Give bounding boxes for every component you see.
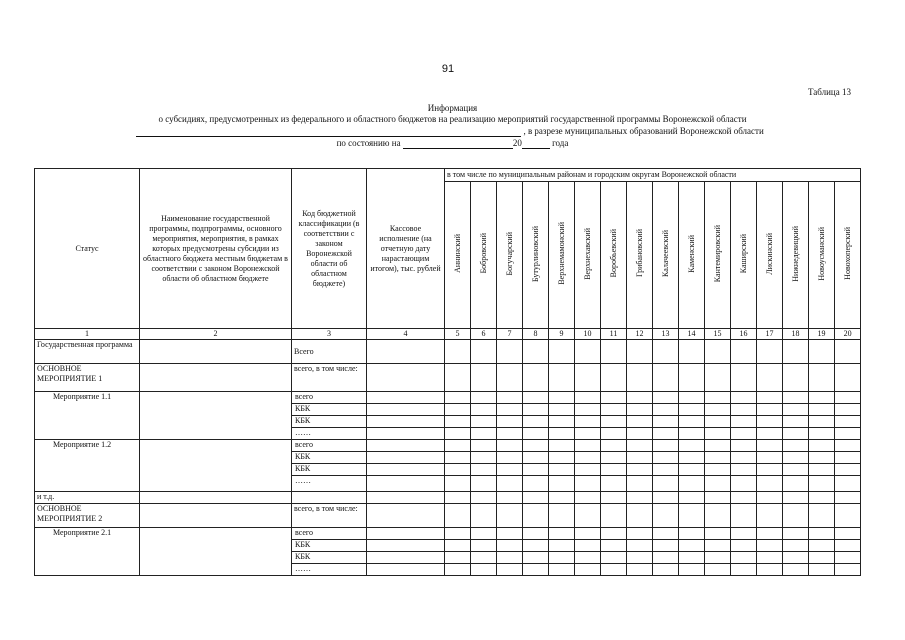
- row-kbk: всего, в том числе:: [292, 504, 367, 528]
- row-name: [140, 340, 292, 364]
- district-name: Верхнемамонский: [556, 222, 566, 285]
- row-kbk: всего: [292, 440, 367, 452]
- header-program-line: [120, 126, 780, 137]
- row-kbk: КБК: [292, 452, 367, 464]
- date-year-prefix: 20: [512, 138, 522, 148]
- col-group-header: в том числе по муниципальным районам и городским округам Воронежской области: [445, 169, 861, 182]
- row-status: Государственная программа: [35, 340, 140, 364]
- row-kbk: КБК: [292, 416, 367, 428]
- row-status: Мероприятие 2.1: [35, 528, 140, 576]
- col-name-header: Наименование государственной программы, подпрограммы, основного мероприятия, мероприятия, в рамках которых предусмотрены субсидии из областного бюджета местным бюджетам в соответствии с законом Воронежской области об областном бюджете: [140, 169, 292, 329]
- program-name-blank: [136, 127, 521, 137]
- year-blank: [522, 139, 550, 149]
- row-kbk: ……: [292, 476, 367, 492]
- col-number: 11: [601, 329, 627, 340]
- col-number: 9: [549, 329, 575, 340]
- row-status: Мероприятие 1.2: [35, 440, 140, 492]
- district-header: [679, 182, 705, 329]
- header-date-line: [0, 138, 905, 149]
- row-kbk: всего: [292, 528, 367, 540]
- district-name: Новоусманский: [816, 226, 826, 281]
- district-header: [757, 182, 783, 329]
- col-number: 10: [575, 329, 601, 340]
- col-number: 8: [523, 329, 549, 340]
- row-kbk: КБК: [292, 552, 367, 564]
- col-number: 2: [140, 329, 292, 340]
- table-row: [35, 340, 861, 364]
- row-name: [140, 528, 292, 576]
- district-name: Аннинский: [452, 234, 462, 273]
- col-number: 7: [497, 329, 523, 340]
- page-number: 91: [441, 63, 455, 75]
- district-header: [445, 182, 471, 329]
- row-status: Мероприятие 1.1: [35, 392, 140, 440]
- col-status-header: Статус: [35, 169, 140, 329]
- table-row: [35, 492, 861, 504]
- row-name: [140, 392, 292, 440]
- district-name: Верхнехавский: [582, 227, 592, 280]
- date-suffix: года: [552, 138, 569, 148]
- row-kbk: ……: [292, 564, 367, 576]
- date-prefix: по состоянию на: [336, 138, 401, 148]
- row-kbk: всего, в том числе:: [292, 364, 367, 392]
- district-header: [523, 182, 549, 329]
- col-number: 1: [35, 329, 140, 340]
- col-number: 20: [835, 329, 861, 340]
- district-name: Бутурлиновский: [530, 225, 540, 282]
- district-name: Воробьевский: [608, 229, 618, 278]
- district-header: [731, 182, 757, 329]
- col-number: 15: [705, 329, 731, 340]
- row-kbk: КБК: [292, 540, 367, 552]
- table-row: [35, 364, 861, 392]
- col-number: 5: [445, 329, 471, 340]
- column-number-row: [35, 329, 861, 340]
- district-header: [783, 182, 809, 329]
- header-title: Информация: [427, 103, 478, 113]
- district-name: Нижнедевицкий: [790, 225, 800, 282]
- district-name: Калачеевский: [660, 230, 670, 277]
- district-name: Грибановский: [634, 229, 644, 278]
- row-kbk: ……: [292, 428, 367, 440]
- district-header: [471, 182, 497, 329]
- district-header: [601, 182, 627, 329]
- district-header: [653, 182, 679, 329]
- col-number: 17: [757, 329, 783, 340]
- col-number: 18: [783, 329, 809, 340]
- row-kbk: КБК: [292, 404, 367, 416]
- district-header: [627, 182, 653, 329]
- table-row: [35, 504, 861, 528]
- header-subtitle: о субсидиях, предусмотренных из федерального и областного бюджетов на реализацию мероприятий государственной программы Воронежской области: [158, 114, 747, 124]
- row-name: [140, 504, 292, 528]
- col-number: 6: [471, 329, 497, 340]
- district-name: Лискинский: [764, 232, 774, 275]
- col-number: 19: [809, 329, 835, 340]
- row-kbk: КБК: [292, 464, 367, 476]
- district-name: Бобровский: [478, 233, 488, 274]
- row-kbk: Всего: [292, 340, 367, 364]
- date-blank: [403, 139, 513, 149]
- district-header: [809, 182, 835, 329]
- col-number: 4: [367, 329, 445, 340]
- col-number: 3: [292, 329, 367, 340]
- header-program-suffix: , в разрезе муниципальных образований Воронежской области: [523, 126, 764, 136]
- district-name: Каменский: [686, 234, 696, 273]
- row-kbk: всего: [292, 392, 367, 404]
- district-name: Кантемировский: [712, 224, 722, 283]
- table-label: Таблица 13: [808, 87, 851, 97]
- district-header: [835, 182, 861, 329]
- district-header: [549, 182, 575, 329]
- district-name: Новохоперский: [842, 227, 852, 280]
- district-header: [575, 182, 601, 329]
- table-row: [35, 392, 861, 404]
- row-name: [140, 440, 292, 492]
- col-kbk-header: Код бюджетной классификации (в соответствии с законом Воронежской области об областном бюджете): [292, 169, 367, 329]
- table-row: [35, 528, 861, 540]
- subsidy-table: [34, 168, 861, 576]
- district-header: [497, 182, 523, 329]
- district-header: [705, 182, 731, 329]
- table-row: [35, 440, 861, 452]
- row-status: ОСНОВНОЕ МЕРОПРИЯТИЕ 1: [35, 364, 140, 392]
- row-status: ОСНОВНОЕ МЕРОПРИЯТИЕ 2: [35, 504, 140, 528]
- district-name: Богучарский: [504, 231, 514, 276]
- row-status: и т.д.: [35, 492, 140, 504]
- col-number: 12: [627, 329, 653, 340]
- district-name: Каширский: [738, 233, 748, 274]
- col-number: 16: [731, 329, 757, 340]
- col-number: 13: [653, 329, 679, 340]
- col-cash-header: Кассовое исполнение (на отчетную дату нарастающим итогом), тыс. рублей: [367, 169, 445, 329]
- col-number: 14: [679, 329, 705, 340]
- row-name: [140, 364, 292, 392]
